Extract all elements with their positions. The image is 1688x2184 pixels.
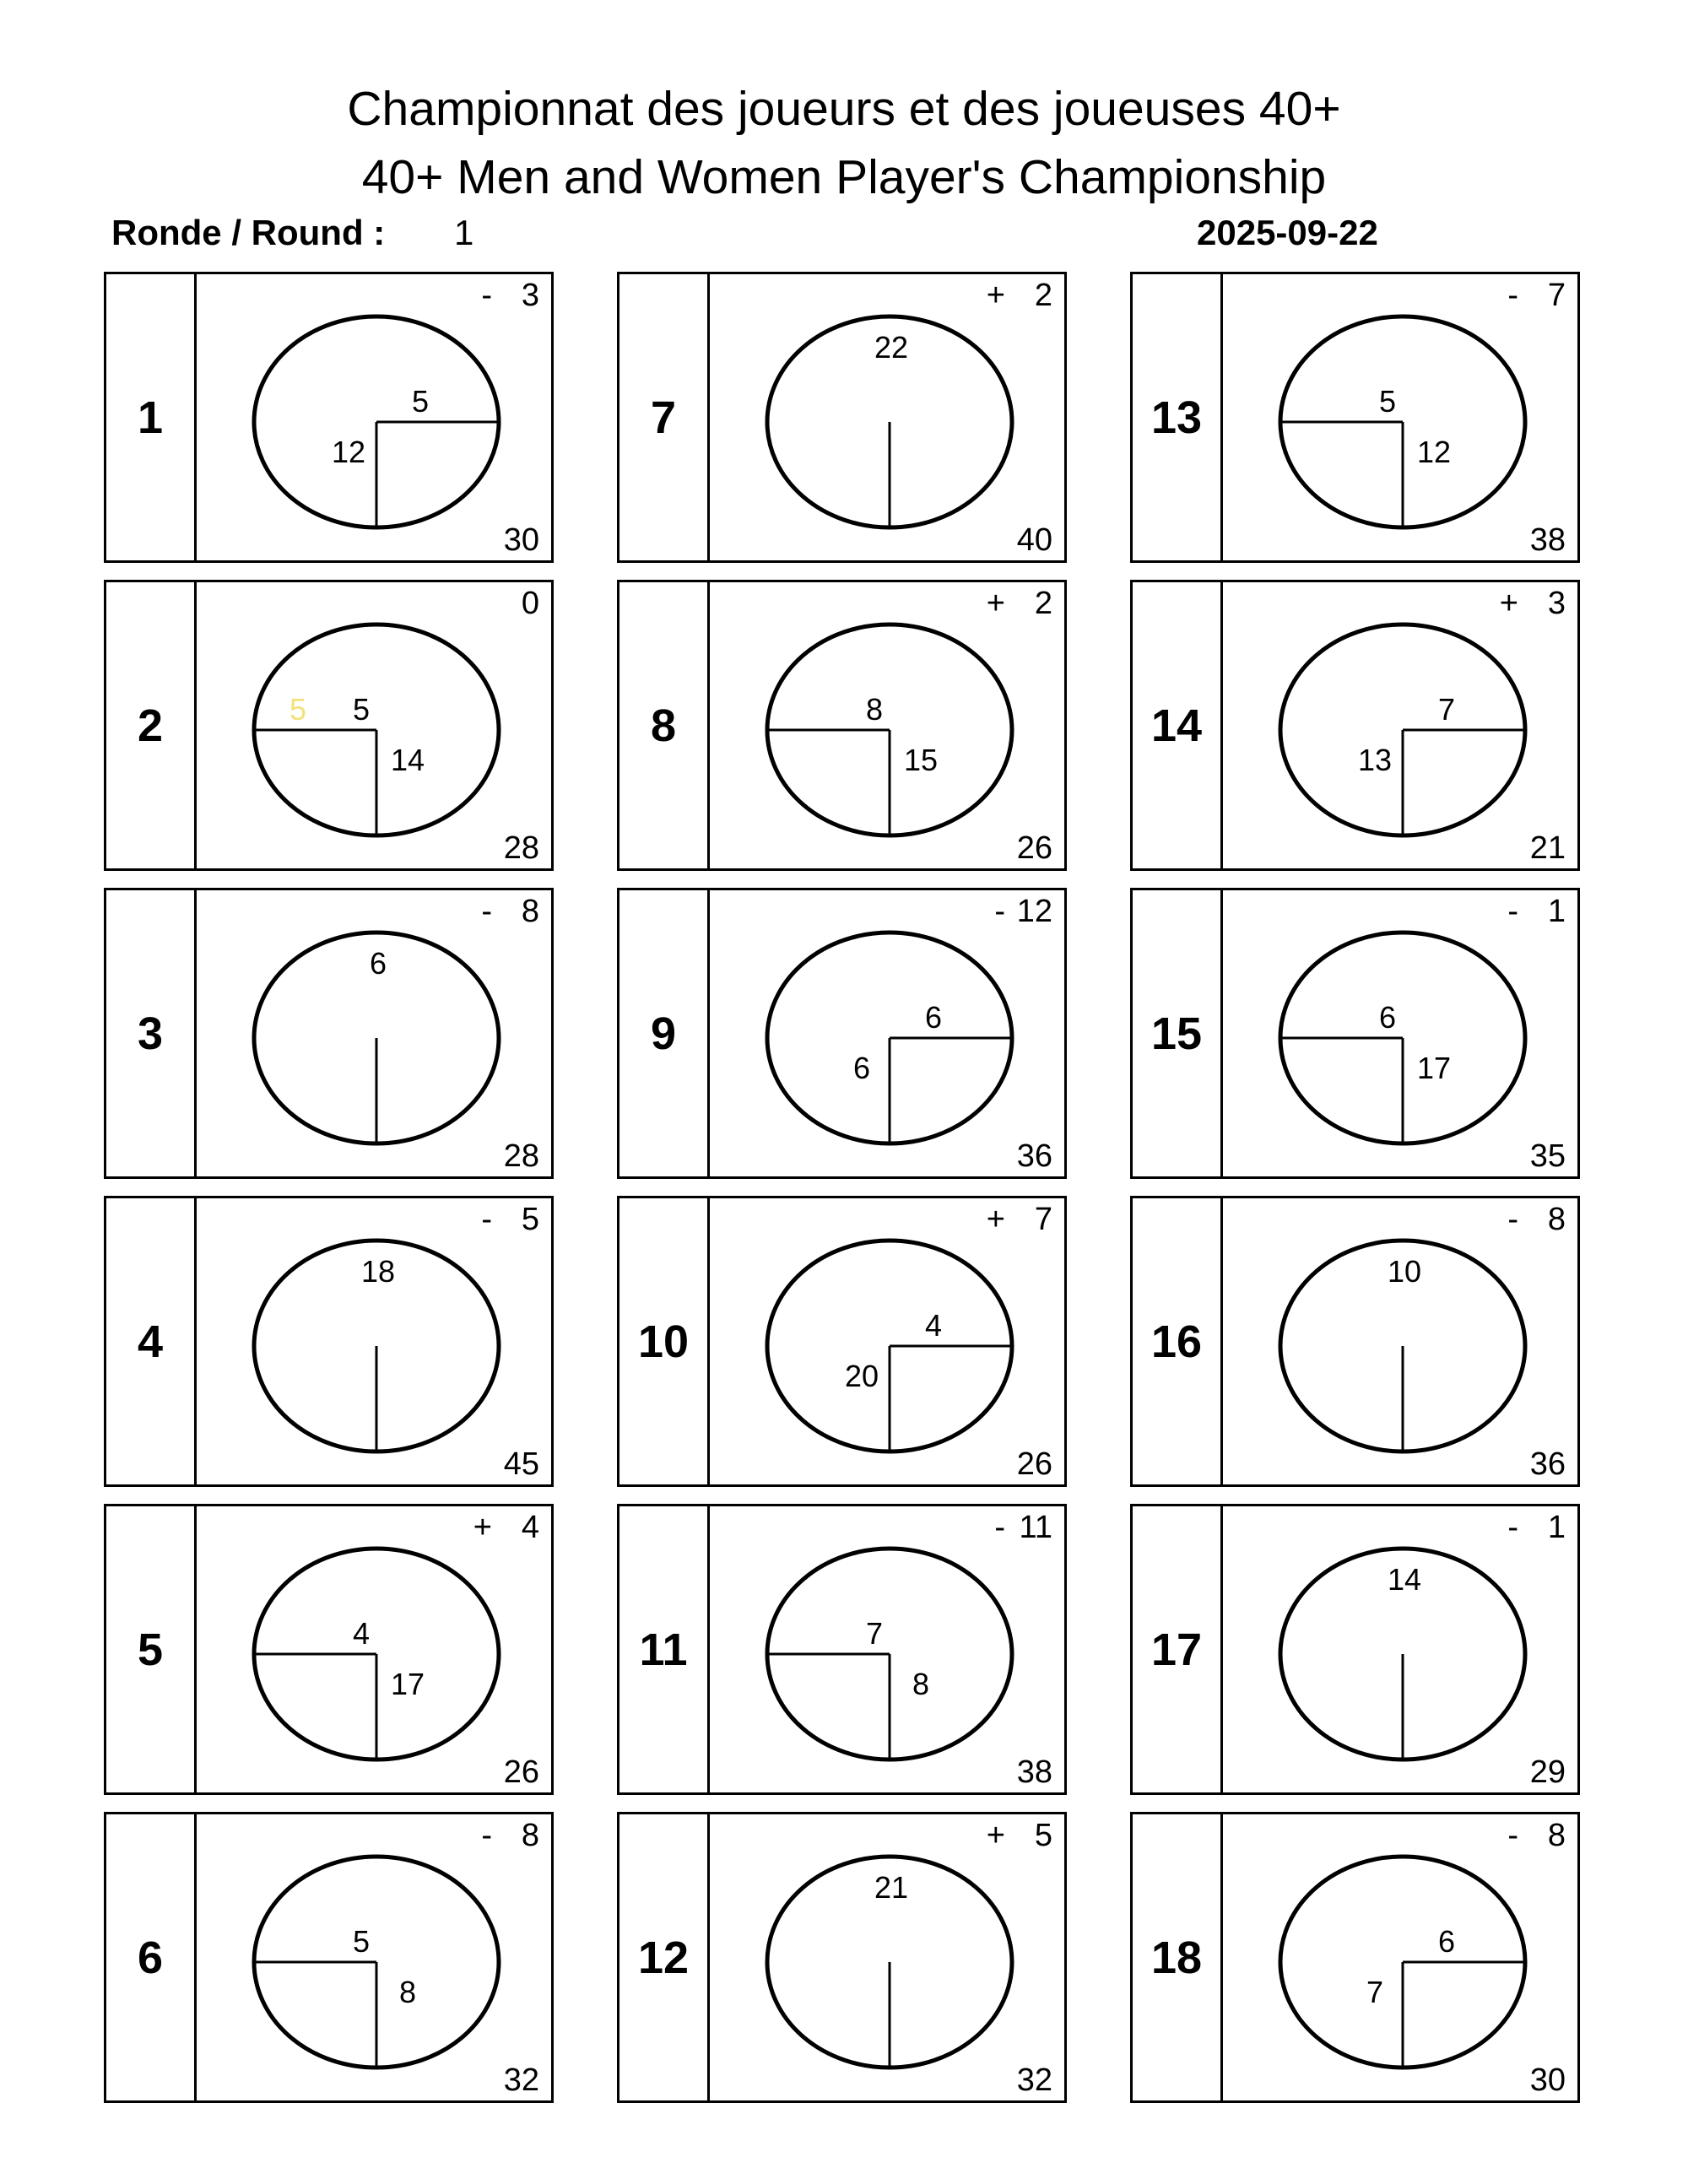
vertical-distance: 12 — [331, 435, 366, 469]
hole-number: 12 — [637, 1932, 690, 1983]
hole-number: 1 — [137, 392, 164, 443]
vertical-distance: 12 — [1416, 435, 1452, 469]
horizontal-distance: 6 — [1437, 1924, 1456, 1959]
difference-value: 3 — [1547, 586, 1566, 621]
hole-total: 28 — [503, 830, 539, 866]
hole-diagram — [619, 582, 1069, 873]
hole-number: 5 — [137, 1624, 164, 1675]
date: 2025-09-22 — [1197, 213, 1378, 252]
hole-card — [617, 888, 1067, 1179]
hole-card — [104, 888, 554, 1179]
hole-diagram — [1133, 274, 1582, 565]
hole-diagram — [106, 1506, 556, 1797]
difference-sign: - — [481, 1202, 492, 1237]
horizontal-distance: 7 — [1437, 692, 1456, 727]
hole-diagram — [106, 1814, 556, 2106]
hole-number: 13 — [1150, 392, 1203, 443]
hole-number: 17 — [1150, 1624, 1203, 1675]
difference-value: 4 — [521, 1510, 539, 1545]
hole-diagram — [1133, 1814, 1582, 2106]
difference-sign: + — [986, 1202, 1005, 1237]
depth-value: 10 — [1387, 1254, 1422, 1289]
vertical-distance: 20 — [844, 1359, 879, 1393]
hole-card — [1130, 1812, 1580, 2103]
horizontal-distance: 4 — [352, 1616, 371, 1651]
hole-diagram — [106, 1198, 556, 1489]
difference-value: 1 — [1547, 894, 1566, 929]
hole-card — [1130, 1196, 1580, 1487]
difference-value: 5 — [1034, 1818, 1052, 1853]
vertical-distance: 17 — [1416, 1051, 1452, 1085]
difference-value: 2 — [1034, 586, 1052, 621]
depth-value: 6 — [369, 946, 387, 981]
hole-total: 35 — [1529, 1138, 1566, 1174]
hole-card — [104, 272, 554, 563]
hole-number: 7 — [650, 392, 677, 443]
round-label: Ronde / Round : — [111, 213, 386, 252]
difference-value: 2 — [1034, 278, 1052, 313]
hole-diagram — [619, 1198, 1069, 1489]
difference-value: 5 — [521, 1202, 539, 1237]
vertical-distance: 15 — [903, 743, 939, 777]
hole-number: 2 — [137, 700, 164, 751]
hole-total: 29 — [1529, 1754, 1566, 1790]
depth-value: 22 — [874, 330, 909, 365]
difference-sign: - — [1507, 278, 1518, 313]
difference-sign: - — [1507, 1818, 1518, 1853]
hole-total: 38 — [1016, 1754, 1052, 1790]
difference-sign: - — [1507, 894, 1518, 929]
depth-value: 21 — [874, 1870, 909, 1905]
hole-card — [617, 272, 1067, 563]
horizontal-distance: 5 — [411, 384, 430, 419]
horizontal-distance: 6 — [924, 1000, 943, 1035]
vertical-distance: 8 — [912, 1667, 930, 1701]
difference-sign: - — [994, 894, 1005, 929]
hole-total: 21 — [1529, 830, 1566, 866]
difference-value: 8 — [1547, 1202, 1566, 1237]
difference-sign: - — [481, 1818, 492, 1853]
hole-total: 36 — [1529, 1446, 1566, 1482]
difference-value: 8 — [521, 894, 539, 929]
hole-diagram — [619, 890, 1069, 1181]
difference-value: 0 — [521, 586, 539, 621]
hole-card — [617, 1812, 1067, 2103]
difference-value: 11 — [1019, 1510, 1052, 1545]
hole-diagram — [619, 1814, 1069, 2106]
hole-total: 32 — [1016, 2062, 1052, 2098]
horizontal-distance: 6 — [1378, 1000, 1397, 1035]
hole-card — [1130, 1504, 1580, 1795]
hole-total: 38 — [1529, 522, 1566, 558]
hole-total: 32 — [503, 2062, 539, 2098]
difference-sign: - — [1507, 1202, 1518, 1237]
hole-total: 40 — [1016, 522, 1052, 558]
difference-sign: + — [986, 586, 1005, 621]
difference-sign: + — [1499, 586, 1518, 621]
hole-card — [1130, 580, 1580, 871]
hole-card — [1130, 888, 1580, 1179]
difference-sign: - — [481, 894, 492, 929]
hole-diagram — [1133, 1198, 1582, 1489]
hole-number: 16 — [1150, 1316, 1203, 1367]
horizontal-distance: 4 — [924, 1308, 943, 1343]
difference-sign: - — [481, 278, 492, 313]
hole-diagram — [1133, 890, 1582, 1181]
difference-value: 8 — [1547, 1818, 1566, 1853]
difference-value: 8 — [521, 1818, 539, 1853]
hole-diagram — [106, 890, 556, 1181]
vertical-distance: 14 — [390, 743, 425, 777]
title-english: 40+ Men and Women Player's Championship — [361, 150, 1327, 204]
horizontal-distance: 8 — [865, 692, 884, 727]
horizontal-distance: 5 — [352, 1924, 371, 1959]
hole-card — [104, 1196, 554, 1487]
faint-mark: 5 — [289, 692, 307, 727]
difference-value: 12 — [1016, 894, 1052, 929]
hole-diagram — [106, 274, 556, 565]
title-french: Championnat des joueurs et des joueuses 40+ — [347, 82, 1341, 136]
hole-total: 28 — [503, 1138, 539, 1174]
hole-number: 6 — [137, 1932, 164, 1983]
hole-diagram — [619, 274, 1069, 565]
hole-diagram — [619, 1506, 1069, 1797]
hole-card — [1130, 272, 1580, 563]
difference-value: 3 — [521, 278, 539, 313]
hole-card — [617, 1196, 1067, 1487]
depth-value: 14 — [1387, 1562, 1422, 1597]
difference-value: 7 — [1547, 278, 1566, 313]
hole-total: 26 — [1016, 1446, 1052, 1482]
hole-number: 4 — [137, 1316, 164, 1367]
hole-total: 26 — [1016, 830, 1052, 866]
hole-card — [617, 1504, 1067, 1795]
vertical-distance: 7 — [1366, 1975, 1384, 2009]
hole-number: 8 — [650, 700, 677, 751]
hole-card — [617, 580, 1067, 871]
hole-number: 14 — [1150, 700, 1203, 751]
hole-card — [104, 580, 554, 871]
difference-sign: - — [994, 1510, 1005, 1545]
hole-diagram — [1133, 1506, 1582, 1797]
vertical-distance: 8 — [398, 1975, 417, 2009]
horizontal-distance: 7 — [865, 1616, 884, 1651]
difference-sign: - — [1507, 1510, 1518, 1545]
hole-card — [104, 1812, 554, 2103]
difference-value: 7 — [1034, 1202, 1052, 1237]
hole-total: 45 — [503, 1446, 539, 1482]
hole-total: 26 — [503, 1754, 539, 1790]
hole-card — [104, 1504, 554, 1795]
difference-sign: + — [473, 1510, 492, 1545]
round-value: 1 — [454, 213, 474, 252]
horizontal-distance: 5 — [352, 692, 371, 727]
hole-number: 3 — [137, 1008, 164, 1059]
difference-value: 1 — [1547, 1510, 1566, 1545]
hole-total: 36 — [1016, 1138, 1052, 1174]
hole-number: 18 — [1150, 1932, 1203, 1983]
vertical-distance: 17 — [390, 1667, 425, 1701]
difference-sign: + — [986, 278, 1005, 313]
hole-diagram — [106, 582, 556, 873]
hole-total: 30 — [1529, 2062, 1566, 2098]
vertical-distance: 13 — [1357, 743, 1393, 777]
hole-total: 30 — [503, 522, 539, 558]
horizontal-distance: 5 — [1378, 384, 1397, 419]
difference-sign: + — [986, 1818, 1005, 1853]
hole-diagram — [1133, 582, 1582, 873]
hole-number: 10 — [637, 1316, 690, 1367]
hole-number: 9 — [650, 1008, 677, 1059]
depth-value: 18 — [360, 1254, 396, 1289]
hole-number: 11 — [639, 1624, 688, 1675]
vertical-distance: 6 — [852, 1051, 871, 1085]
hole-number: 15 — [1150, 1008, 1203, 1059]
